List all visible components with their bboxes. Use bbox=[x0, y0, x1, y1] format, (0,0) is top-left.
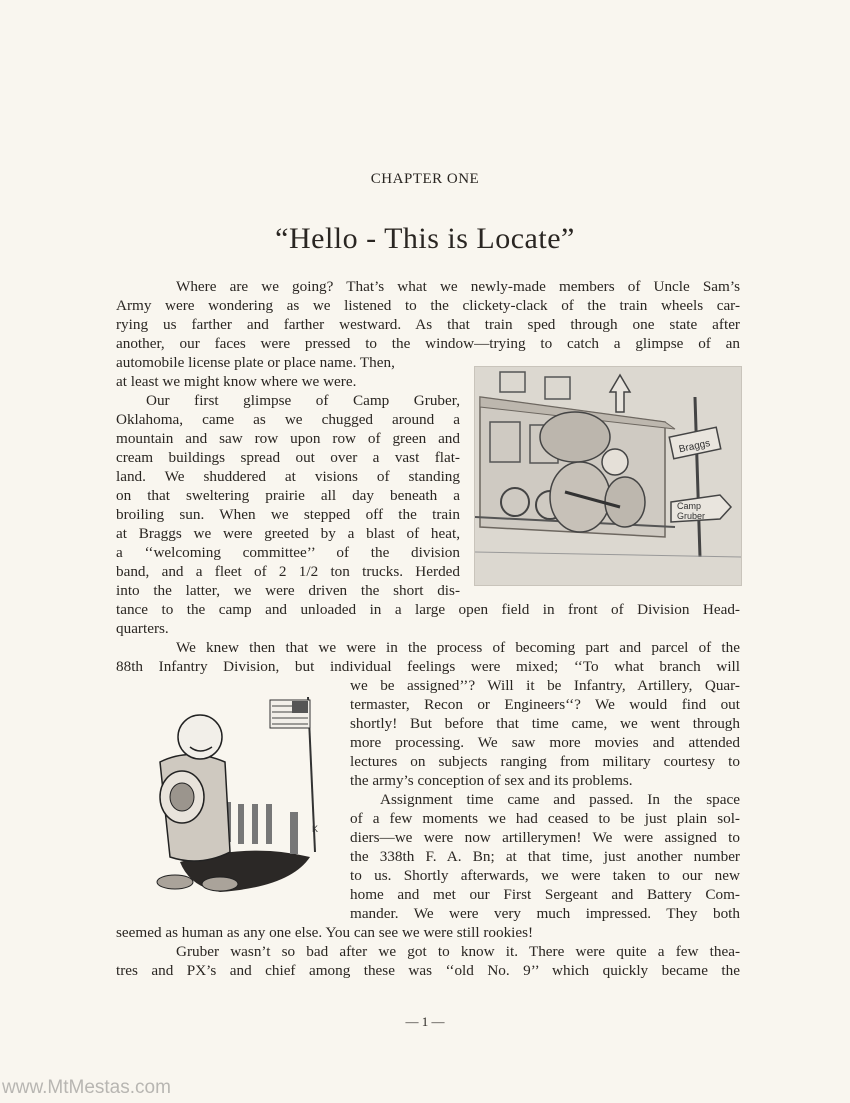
text-line: 88th Infantry Division, but individual feelings were mixed; ‘‘To what branch will bbox=[116, 658, 740, 675]
text-line: Army were wondering as we listened to the clickety-clack of the train wheels car- bbox=[116, 297, 740, 314]
sign-gruber: Gruber bbox=[677, 511, 706, 521]
text-line: mander. We were very much impressed. They both bbox=[350, 905, 740, 922]
sign-braggs: Braggs bbox=[677, 437, 712, 456]
recruit-flag-illustration bbox=[130, 692, 330, 897]
text-line: land. We shuddered at visions of standing bbox=[116, 468, 460, 485]
text-line: automobile license plate or place name. Then, bbox=[116, 354, 395, 371]
text-line: mountain and saw row upon row of green and bbox=[116, 430, 460, 447]
chapter-title: “Hello - This is Locate” bbox=[275, 222, 575, 255]
watermark: www.MtMestas.com bbox=[2, 1077, 171, 1098]
text-line: shortly! But before that time came, we went through bbox=[350, 715, 740, 732]
recruit-drawing bbox=[130, 692, 330, 897]
text-line: a ‘‘welcoming committee’’ of the division bbox=[116, 544, 460, 561]
text-line: seemed as human as any one else. You can see we were still rookies! bbox=[116, 924, 534, 941]
text-line: Assignment time came and passed. In the space bbox=[380, 791, 740, 808]
text-line: We knew then that we were in the process of becoming part and parcel of the bbox=[176, 639, 740, 656]
text-line: broiling sun. When we stepped off the train bbox=[116, 506, 460, 523]
page-number: — 1 — bbox=[405, 1014, 445, 1029]
text-line: at least we might know where we were. bbox=[116, 373, 357, 390]
text-line: the army’s conception of sex and its problems. bbox=[350, 772, 633, 789]
text-line: tres and PX’s and chief among these was ‘‘old No. 9’’ which quickly became the bbox=[116, 962, 740, 979]
text-line: Gruber wasn’t so bad after we got to know it. There were quite a few thea- bbox=[176, 943, 740, 960]
text-line: the 338th F. A. Bn; at that time, just another number bbox=[350, 848, 740, 865]
text-line: Our first glimpse of Camp Gruber, bbox=[146, 392, 460, 409]
text-line: quarters. bbox=[116, 620, 169, 637]
sign-camp: Camp bbox=[677, 501, 702, 511]
text-line: tance to the camp and unloaded in a large open field in front of Division Head- bbox=[116, 601, 740, 618]
text-line: of a few moments we had ceased to be just plain sol- bbox=[350, 810, 740, 827]
text-line: we be assigned’’? Will it be Infantry, Artillery, Quar- bbox=[350, 677, 740, 694]
text-line: more processing. We saw more movies and attended bbox=[350, 734, 740, 751]
text-line: band, and a fleet of 2 1/2 ton trucks. Herded bbox=[116, 563, 460, 580]
text-line: diers—we were now artillerymen! We were assigned to bbox=[350, 829, 740, 846]
text-line: lectures on subjects ranging from military courtesy to bbox=[350, 753, 740, 770]
text-line: Where are we going? That’s what we newly-made members of Uncle Sam’s bbox=[176, 278, 740, 295]
text-line: termaster, Recon or Engineers‘‘? We would find out bbox=[350, 696, 740, 713]
chapter-label: CHAPTER ONE bbox=[370, 171, 480, 187]
text-line: to us. Shortly afterwards, we were taken to our new bbox=[350, 867, 740, 884]
train-drawing bbox=[475, 367, 741, 585]
text-line: on that sweltering prairie all day beneath a bbox=[116, 487, 460, 504]
text-line: at Braggs we were greeted by a blast of heat, bbox=[116, 525, 460, 542]
text-line: cream buildings spread out over a vast flat- bbox=[116, 449, 460, 466]
text-line: into the latter, we were driven the short dis- bbox=[116, 582, 460, 599]
train-illustration bbox=[474, 366, 742, 586]
text-line: rying us farther and farther westward. As that train sped through one state after bbox=[116, 316, 740, 333]
text-line: home and met our First Sergeant and Battery Com- bbox=[350, 886, 740, 903]
text-line: Oklahoma, came as we chugged around a bbox=[116, 411, 460, 428]
flag-mark: K bbox=[312, 824, 319, 834]
text-line: another, our faces were pressed to the window—trying to catch a glimpse of an bbox=[116, 335, 740, 352]
